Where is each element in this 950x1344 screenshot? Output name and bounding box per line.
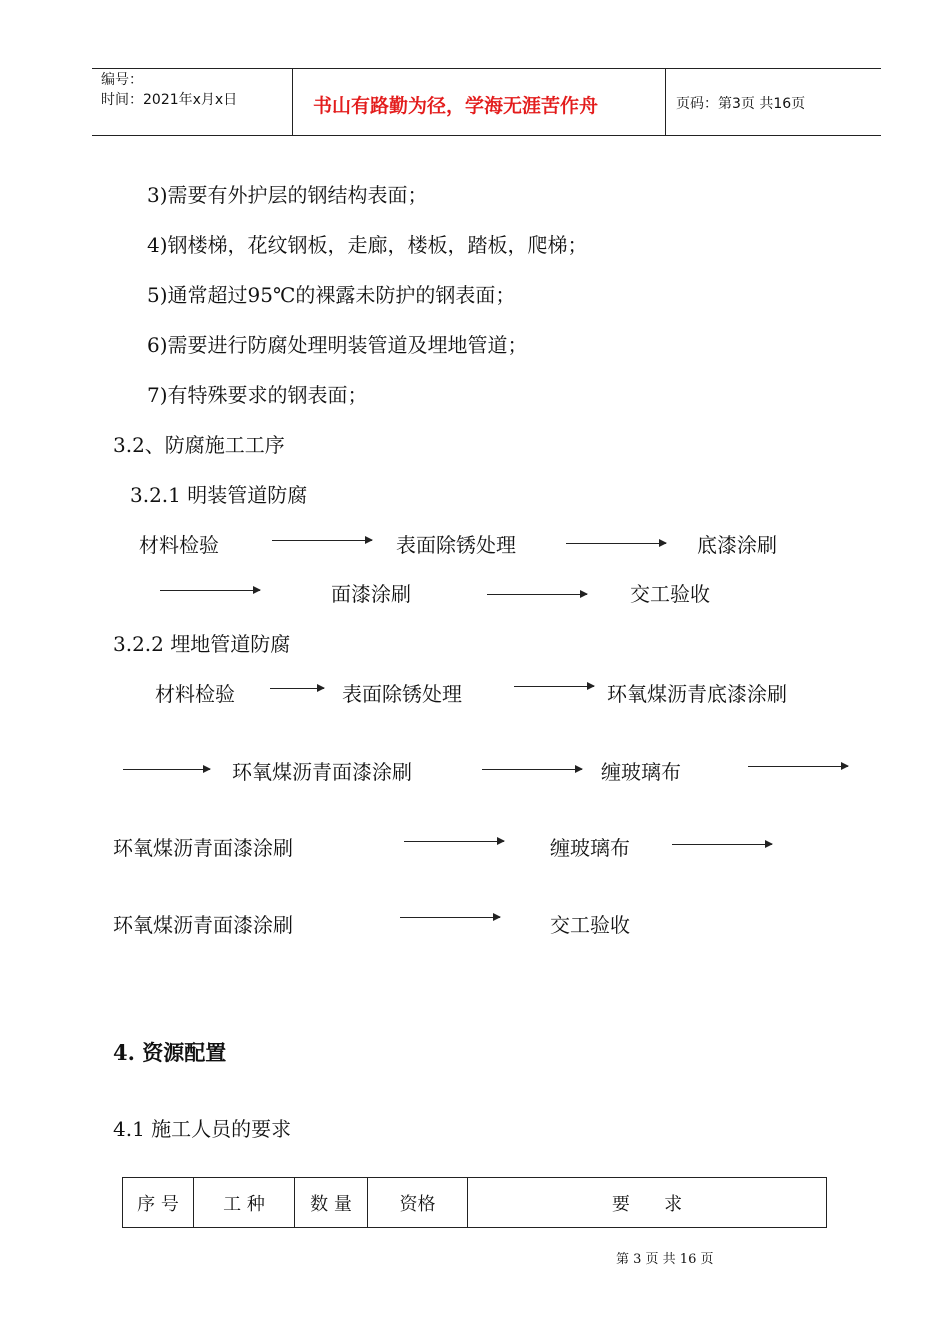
flow-arrow bbox=[514, 686, 594, 687]
flow-arrow bbox=[487, 594, 587, 595]
flow-arrow bbox=[400, 917, 500, 918]
flow-step: 面漆涂刷 bbox=[331, 582, 411, 606]
header-bottom-rule bbox=[92, 135, 881, 136]
list-item: 6)需要进行防腐处理明装管道及埋地管道； bbox=[147, 333, 528, 357]
flow-step: 材料检验 bbox=[139, 533, 219, 557]
flow-arrow bbox=[160, 590, 260, 591]
flow-arrow bbox=[270, 688, 324, 689]
table-header-cell: 序 号 bbox=[137, 1194, 179, 1215]
flow-arrow bbox=[404, 841, 504, 842]
header-top-rule bbox=[92, 68, 881, 69]
flow-step: 交工验收 bbox=[550, 913, 630, 937]
flow-step: 环氧煤沥青面漆涂刷 bbox=[113, 836, 293, 860]
subsection-heading-3-2-1: 3.2.1 明装管道防腐 bbox=[130, 483, 308, 507]
list-item: 5)通常超过95℃的裸露未防护的钢表面； bbox=[147, 283, 516, 307]
document-number-label: 编号： bbox=[101, 72, 143, 88]
flow-step: 表面除锈处理 bbox=[396, 533, 516, 557]
header-divider-2 bbox=[665, 68, 666, 136]
subsection-heading-4-1: 4.1 施工人员的要求 bbox=[113, 1117, 292, 1141]
table-header-cell: 要 求 bbox=[611, 1194, 683, 1215]
section-heading-3-2: 3.2、防腐施工工序 bbox=[113, 433, 285, 457]
flow-arrow bbox=[272, 540, 372, 541]
flow-arrow bbox=[672, 844, 772, 845]
table-header-cell: 资格 bbox=[399, 1194, 436, 1215]
list-item: 4)钢楼梯，花纹钢板，走廊，楼板，踏板，爬梯； bbox=[147, 233, 588, 257]
flow-arrow bbox=[566, 543, 666, 544]
document-time-label: 时间：2021年x月x日 bbox=[101, 92, 238, 108]
flow-arrow bbox=[123, 769, 210, 770]
list-item: 3)需要有外护层的钢结构表面； bbox=[147, 183, 428, 207]
flow-step: 环氧煤沥青底漆涂刷 bbox=[607, 682, 787, 706]
flow-step: 底漆涂刷 bbox=[697, 533, 777, 557]
page-footer: 第 3 页 共 16 页 bbox=[616, 1252, 714, 1267]
flow-step: 缠玻璃布 bbox=[550, 836, 630, 860]
flow-arrow bbox=[748, 766, 848, 767]
flow-step: 材料检验 bbox=[155, 682, 235, 706]
table-header-cell: 工 种 bbox=[223, 1194, 265, 1215]
header-divider-1 bbox=[292, 68, 293, 136]
header-page-indicator: 页码：第3页 共16页 bbox=[676, 96, 806, 112]
flow-step: 交工验收 bbox=[630, 582, 710, 606]
subsection-heading-3-2-2: 3.2.2 埋地管道防腐 bbox=[113, 632, 291, 656]
flow-step: 缠玻璃布 bbox=[601, 760, 681, 784]
table-border-bottom bbox=[122, 1227, 827, 1228]
table-header-cell: 数 量 bbox=[310, 1194, 352, 1215]
header-motto: 书山有路勤为径，学海无涯苦作舟 bbox=[313, 95, 599, 117]
list-item: 7)有特殊要求的钢表面； bbox=[147, 383, 368, 407]
flow-step: 环氧煤沥青面漆涂刷 bbox=[113, 913, 293, 937]
table-border-right bbox=[826, 1177, 827, 1228]
flow-step: 环氧煤沥青面漆涂刷 bbox=[232, 760, 412, 784]
flow-arrow bbox=[482, 769, 582, 770]
table-border-top bbox=[122, 1177, 827, 1178]
section-heading-4: 4. 资源配置 bbox=[113, 1040, 227, 1065]
flow-step: 表面除锈处理 bbox=[342, 682, 462, 706]
